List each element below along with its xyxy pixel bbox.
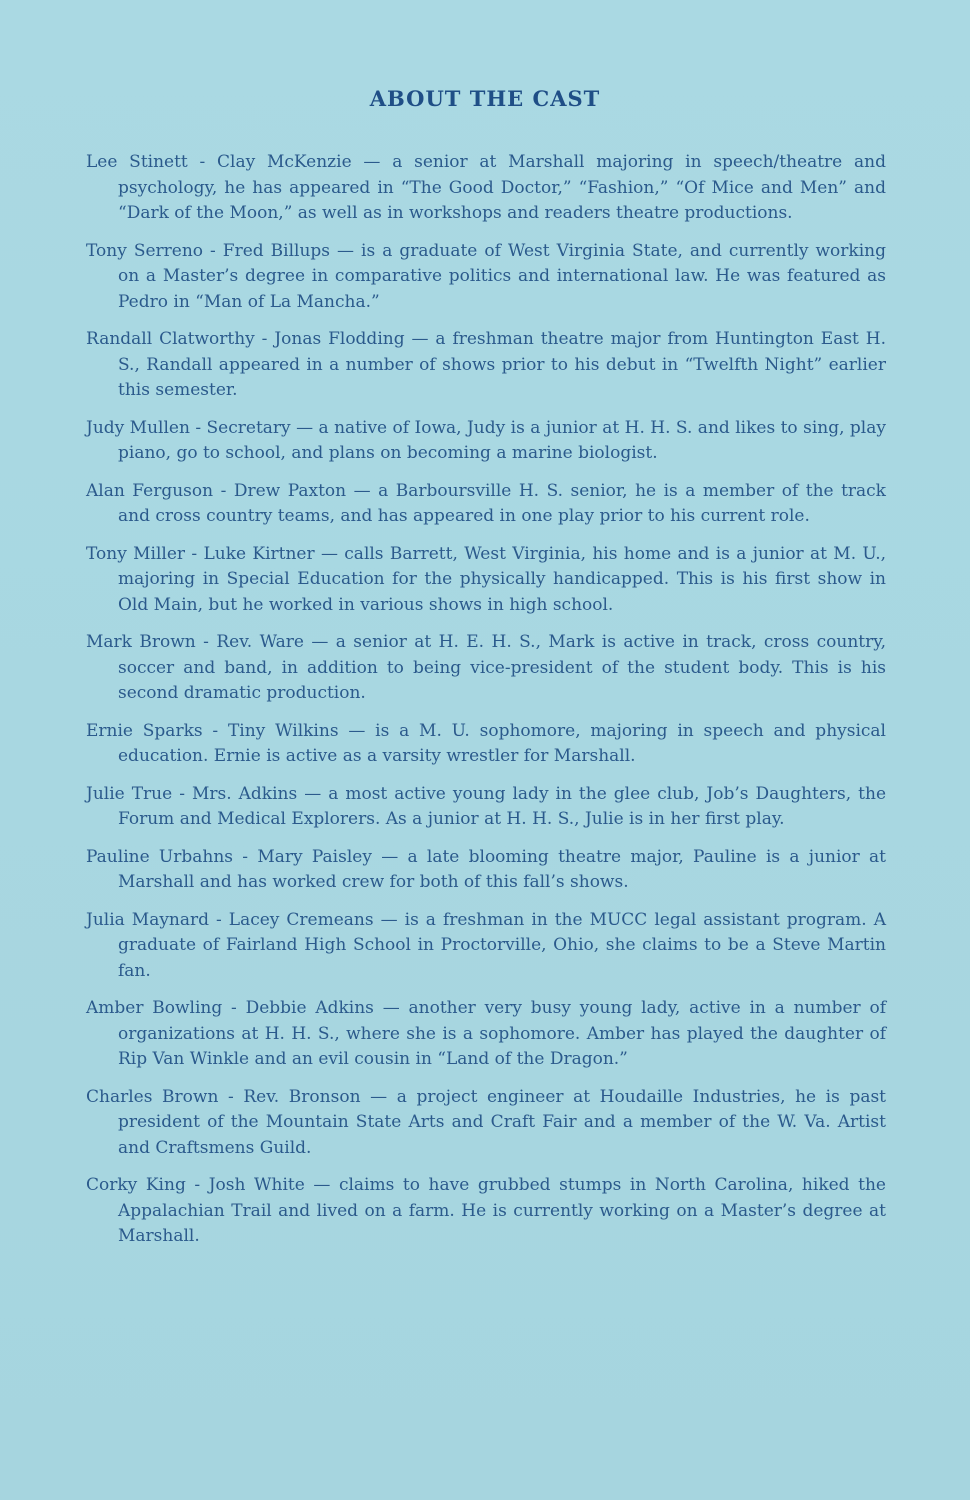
actor-name: Pauline Urbahns (86, 846, 234, 867)
character-role: Drew Paxton (233, 480, 347, 501)
cast-entry (86, 1173, 886, 1250)
name-role-separator: - (233, 846, 258, 867)
actor-name: Randall Clatworthy (86, 329, 255, 349)
actor-name: Tony Serreno (86, 240, 204, 261)
name-role-separator: - (202, 720, 228, 741)
cast-bio: a native of Iowa, Judy is a junior at H. H. S. and likes to sing, play piano, go to school, and plans on becoming a marine biologist. (118, 417, 886, 463)
name-role-separator: - (189, 417, 207, 438)
name-role-separator: - (185, 1175, 209, 1195)
name-role-separator: - (254, 329, 275, 349)
character-role: Tiny Wilkins (227, 720, 339, 741)
actor-name: Corky King (86, 1175, 186, 1195)
cast-bio: a most active young lady in the glee club, Job’s Daughters, the Forum and Medical Explorers. As a junior at H. H. S., Julie is in her first play. (118, 783, 887, 829)
cast-bio: a project engineer at Houdaille Industries, he is past president of the Mountain State Arts and Craft Fair and a member of the W. Va. Artist and Craftsmens Guild. (118, 1086, 887, 1158)
cast-entry (86, 542, 886, 619)
cast-bio: a Barboursville H. S. senior, he is a member of the track and cross country teams, and has appeared in one play prior to his current role. (118, 480, 886, 526)
em-dash: — (304, 1175, 339, 1195)
actor-name: Julia Maynard (86, 909, 210, 930)
cast-bio: another very busy young lady, active in a number of organizations at H. H. S., where she is a sophomore. Amber has played the daughter of Rip Van Winkle and an evil cousin in “Land of the Dragon.” (118, 998, 887, 1069)
name-role-separator: - (222, 998, 246, 1018)
name-role-separator: - (172, 783, 192, 804)
em-dash: — (338, 720, 376, 741)
cast-entry (86, 479, 886, 530)
cast-bio: a senior at Marshall majoring in speech/theatre and psychology, he has appeared in “The Good Doctor,” “Fashion,” “Of Mice and Men” and “Dark of the Moon,” as well as in workshops and readers theatre productions. (118, 152, 886, 223)
cast-bio: is a graduate of West Virginia State, and currently working on a Master’s degree in comparative politics and international law. He was featured as Pedro in “Man of La Mancha.” (118, 240, 886, 312)
name-role-separator: - (195, 632, 217, 652)
page-title: ABOUT THE CAST (369, 86, 601, 111)
cast-entry (86, 719, 886, 770)
cast-bio: claims to have grubbed stumps in North Carolina, hiked the Appalachian Trail and lived on a farm. He is currently working on a Master’s degree at Marshall. (118, 1175, 886, 1246)
actor-name: Mark Brown (86, 632, 196, 652)
actor-name: Alan Ferguson (86, 480, 214, 501)
cast-entry (86, 908, 886, 985)
cast-entry (86, 782, 886, 833)
character-role: Mrs. Adkins (191, 783, 298, 804)
em-dash: — (404, 329, 436, 349)
name-role-separator: - (187, 152, 218, 172)
cast-entry (86, 239, 886, 316)
character-role: Rev. Bronson (243, 1086, 361, 1107)
em-dash: — (303, 632, 336, 652)
cast-bio: a senior at H. E. H. S., Mark is active in track, cross country, soccer and band, in addition to being vice-president of the student body. This is his second dramatic production. (118, 632, 886, 703)
actor-name: Lee Stinett (86, 152, 188, 172)
em-dash: — (314, 543, 345, 564)
cast-entry (86, 416, 886, 467)
em-dash: — (351, 152, 393, 172)
em-dash: — (297, 783, 329, 804)
cast-entry (86, 630, 886, 707)
character-role: Fred Billups (222, 240, 331, 261)
character-role: Jonas Flodding (274, 329, 405, 349)
em-dash: — (330, 240, 362, 261)
cast-bio: is a freshman in the MUCC legal assistant program. A graduate of Fairland High School in Proctorville, Ohio, she claims to be a Steve Martin fan. (118, 909, 886, 981)
em-dash: — (290, 417, 319, 438)
character-role: Clay McKenzie (217, 152, 352, 172)
actor-name: Ernie Sparks (86, 720, 203, 741)
cast-bio: calls Barrett, West Virginia, his home and is a junior at M. U., majoring in Special Education for the physically handicapped. This is his first show in Old Main, but he worked in various shows in high school. (118, 543, 887, 615)
character-role: Luke Kirtner (203, 543, 315, 564)
cast-entry (86, 327, 886, 404)
actor-name: Tony Miller (86, 543, 186, 564)
em-dash: — (371, 846, 408, 867)
name-role-separator: - (185, 543, 204, 564)
cast-entry (86, 150, 886, 227)
em-dash: — (373, 998, 409, 1018)
em-dash: — (346, 480, 379, 501)
cast-entry (86, 996, 886, 1073)
character-role: Debbie Adkins (245, 998, 374, 1018)
actor-name: Amber Bowling (86, 998, 223, 1018)
name-role-separator: - (218, 1086, 244, 1107)
cast-entry (86, 1085, 886, 1162)
cast-bio: is a M. U. sophomore, majoring in speech and physical education. Ernie is active as a varsity wrestler for Marshall. (118, 720, 886, 766)
actor-name: Charles Brown (86, 1086, 219, 1107)
cast-bio: a freshman theatre major from Huntington East H. S., Randall appeared in a number of shows prior to his debut in “Twelfth Night” earlier this semester. (118, 329, 887, 400)
character-role: Rev. Ware (216, 632, 304, 652)
em-dash: — (360, 1086, 397, 1107)
cast-bio: a late blooming theatre major, Pauline is a junior at Marshall and has worked crew for both of this fall’s shows. (118, 846, 887, 892)
cast-entry (86, 845, 886, 896)
cast-list (86, 150, 886, 1262)
character-role: Lacey Cremeans (228, 909, 374, 930)
name-role-separator: - (209, 909, 229, 930)
actor-name: Judy Mullen (86, 417, 190, 438)
character-role: Secretary (206, 417, 291, 438)
em-dash: — (373, 909, 405, 930)
character-role: Mary Paisley (257, 846, 372, 867)
name-role-separator: - (203, 240, 223, 261)
character-role: Josh White (208, 1175, 305, 1195)
name-role-separator: - (213, 480, 234, 501)
actor-name: Julie True (86, 783, 173, 804)
